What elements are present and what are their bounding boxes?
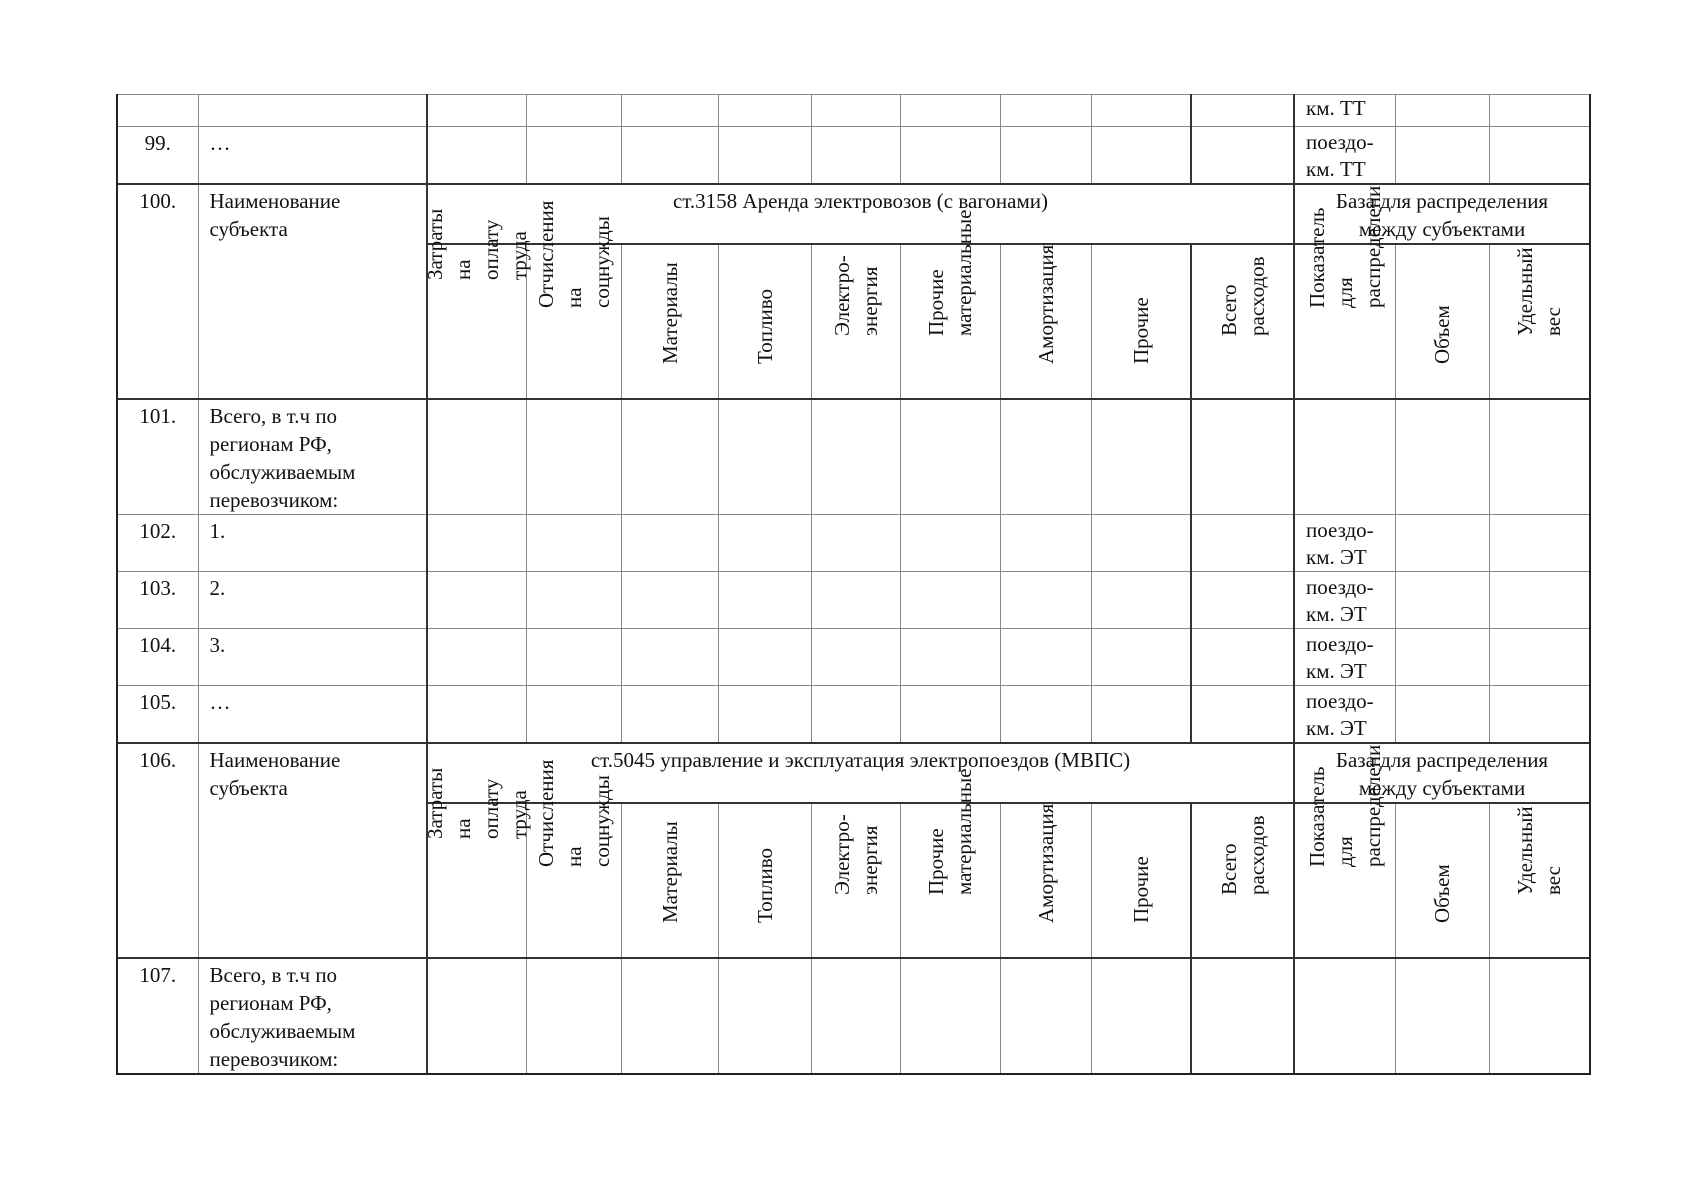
basis-cell: поездо- км. ЭТ [1294, 515, 1395, 572]
col-header: Отчисления на соцнужды [526, 244, 621, 399]
col-header: Отчисления на соцнужды [526, 803, 621, 958]
basis-cell: поездо- км. ЭТ [1294, 686, 1395, 744]
basis-cell: поездо- км. ЭТ [1294, 572, 1395, 629]
col-header: Электро- энергия [811, 803, 900, 958]
table-row [117, 686, 1590, 744]
row-number: 103. [117, 572, 198, 629]
table-row [117, 958, 1590, 1074]
table-row [117, 572, 1590, 629]
basis-cell: км. ТТ [1294, 95, 1395, 127]
base-title: База для распределения между субъектами [1294, 743, 1590, 803]
row-number: 102. [117, 515, 198, 572]
row-number: 105. [117, 686, 198, 744]
col-header: Электро- энергия [811, 244, 900, 399]
col-header: Показатель для распределени [1294, 244, 1395, 399]
row-name: 3. [198, 629, 427, 686]
basis-cell: поездо- км. ТТ [1294, 127, 1395, 185]
table-row [117, 515, 1590, 572]
col-header: Прочие [1091, 244, 1191, 399]
cost-allocation-table [116, 94, 1591, 1075]
col-header: Топливо [718, 244, 811, 399]
col-header: Материалы [621, 803, 718, 958]
col-header: Объем [1395, 244, 1489, 399]
col-header: Всего расходов [1191, 244, 1294, 399]
col-header: Материалы [621, 244, 718, 399]
row-name: Наименование субъекта [198, 184, 427, 399]
row-number: 101. [117, 399, 198, 515]
col-header: Амортизация [1000, 803, 1091, 958]
basis-cell: поездо- км. ЭТ [1294, 629, 1395, 686]
row-number: 104. [117, 629, 198, 686]
table-row [117, 127, 1590, 185]
col-header: Прочие материальные [900, 803, 1000, 958]
col-header: Удельный вес [1489, 803, 1590, 958]
row-name: … [198, 686, 427, 744]
col-header: Всего расходов [1191, 803, 1294, 958]
row-number: 99. [117, 127, 198, 185]
section-title: ст.3158 Аренда электровозов (с вагонами) [427, 184, 1294, 244]
col-header: Затраты на оплату труда [427, 803, 526, 958]
col-header: Амортизация [1000, 244, 1091, 399]
row-name: Всего, в т.ч по регионам РФ, обслуживаемым перевозчиком: [198, 958, 427, 1074]
col-header: Удельный вес [1489, 244, 1590, 399]
col-header: Прочие [1091, 803, 1191, 958]
row-name: 1. [198, 515, 427, 572]
row-name: 2. [198, 572, 427, 629]
col-header: Показатель для распределени [1294, 803, 1395, 958]
section-title: ст.5045 управление и эксплуатация электропоездов (МВПС) [427, 743, 1294, 803]
row-number: 100. [117, 184, 198, 399]
table-row [117, 95, 1590, 127]
table-row [117, 399, 1590, 515]
col-header: Объем [1395, 803, 1489, 958]
row-number: 106. [117, 743, 198, 958]
col-header: Затраты на оплату труда [427, 244, 526, 399]
row-name [198, 95, 427, 127]
base-title: База для распределения между субъектами [1294, 184, 1590, 244]
col-header: Прочие материальные [900, 244, 1000, 399]
row-name: … [198, 127, 427, 185]
col-header: Топливо [718, 803, 811, 958]
row-name: Всего, в т.ч по регионам РФ, обслуживаемым перевозчиком: [198, 399, 427, 515]
row-number: 107. [117, 958, 198, 1074]
row-name: Наименование субъекта [198, 743, 427, 958]
row-number [117, 95, 198, 127]
table-row [117, 629, 1590, 686]
